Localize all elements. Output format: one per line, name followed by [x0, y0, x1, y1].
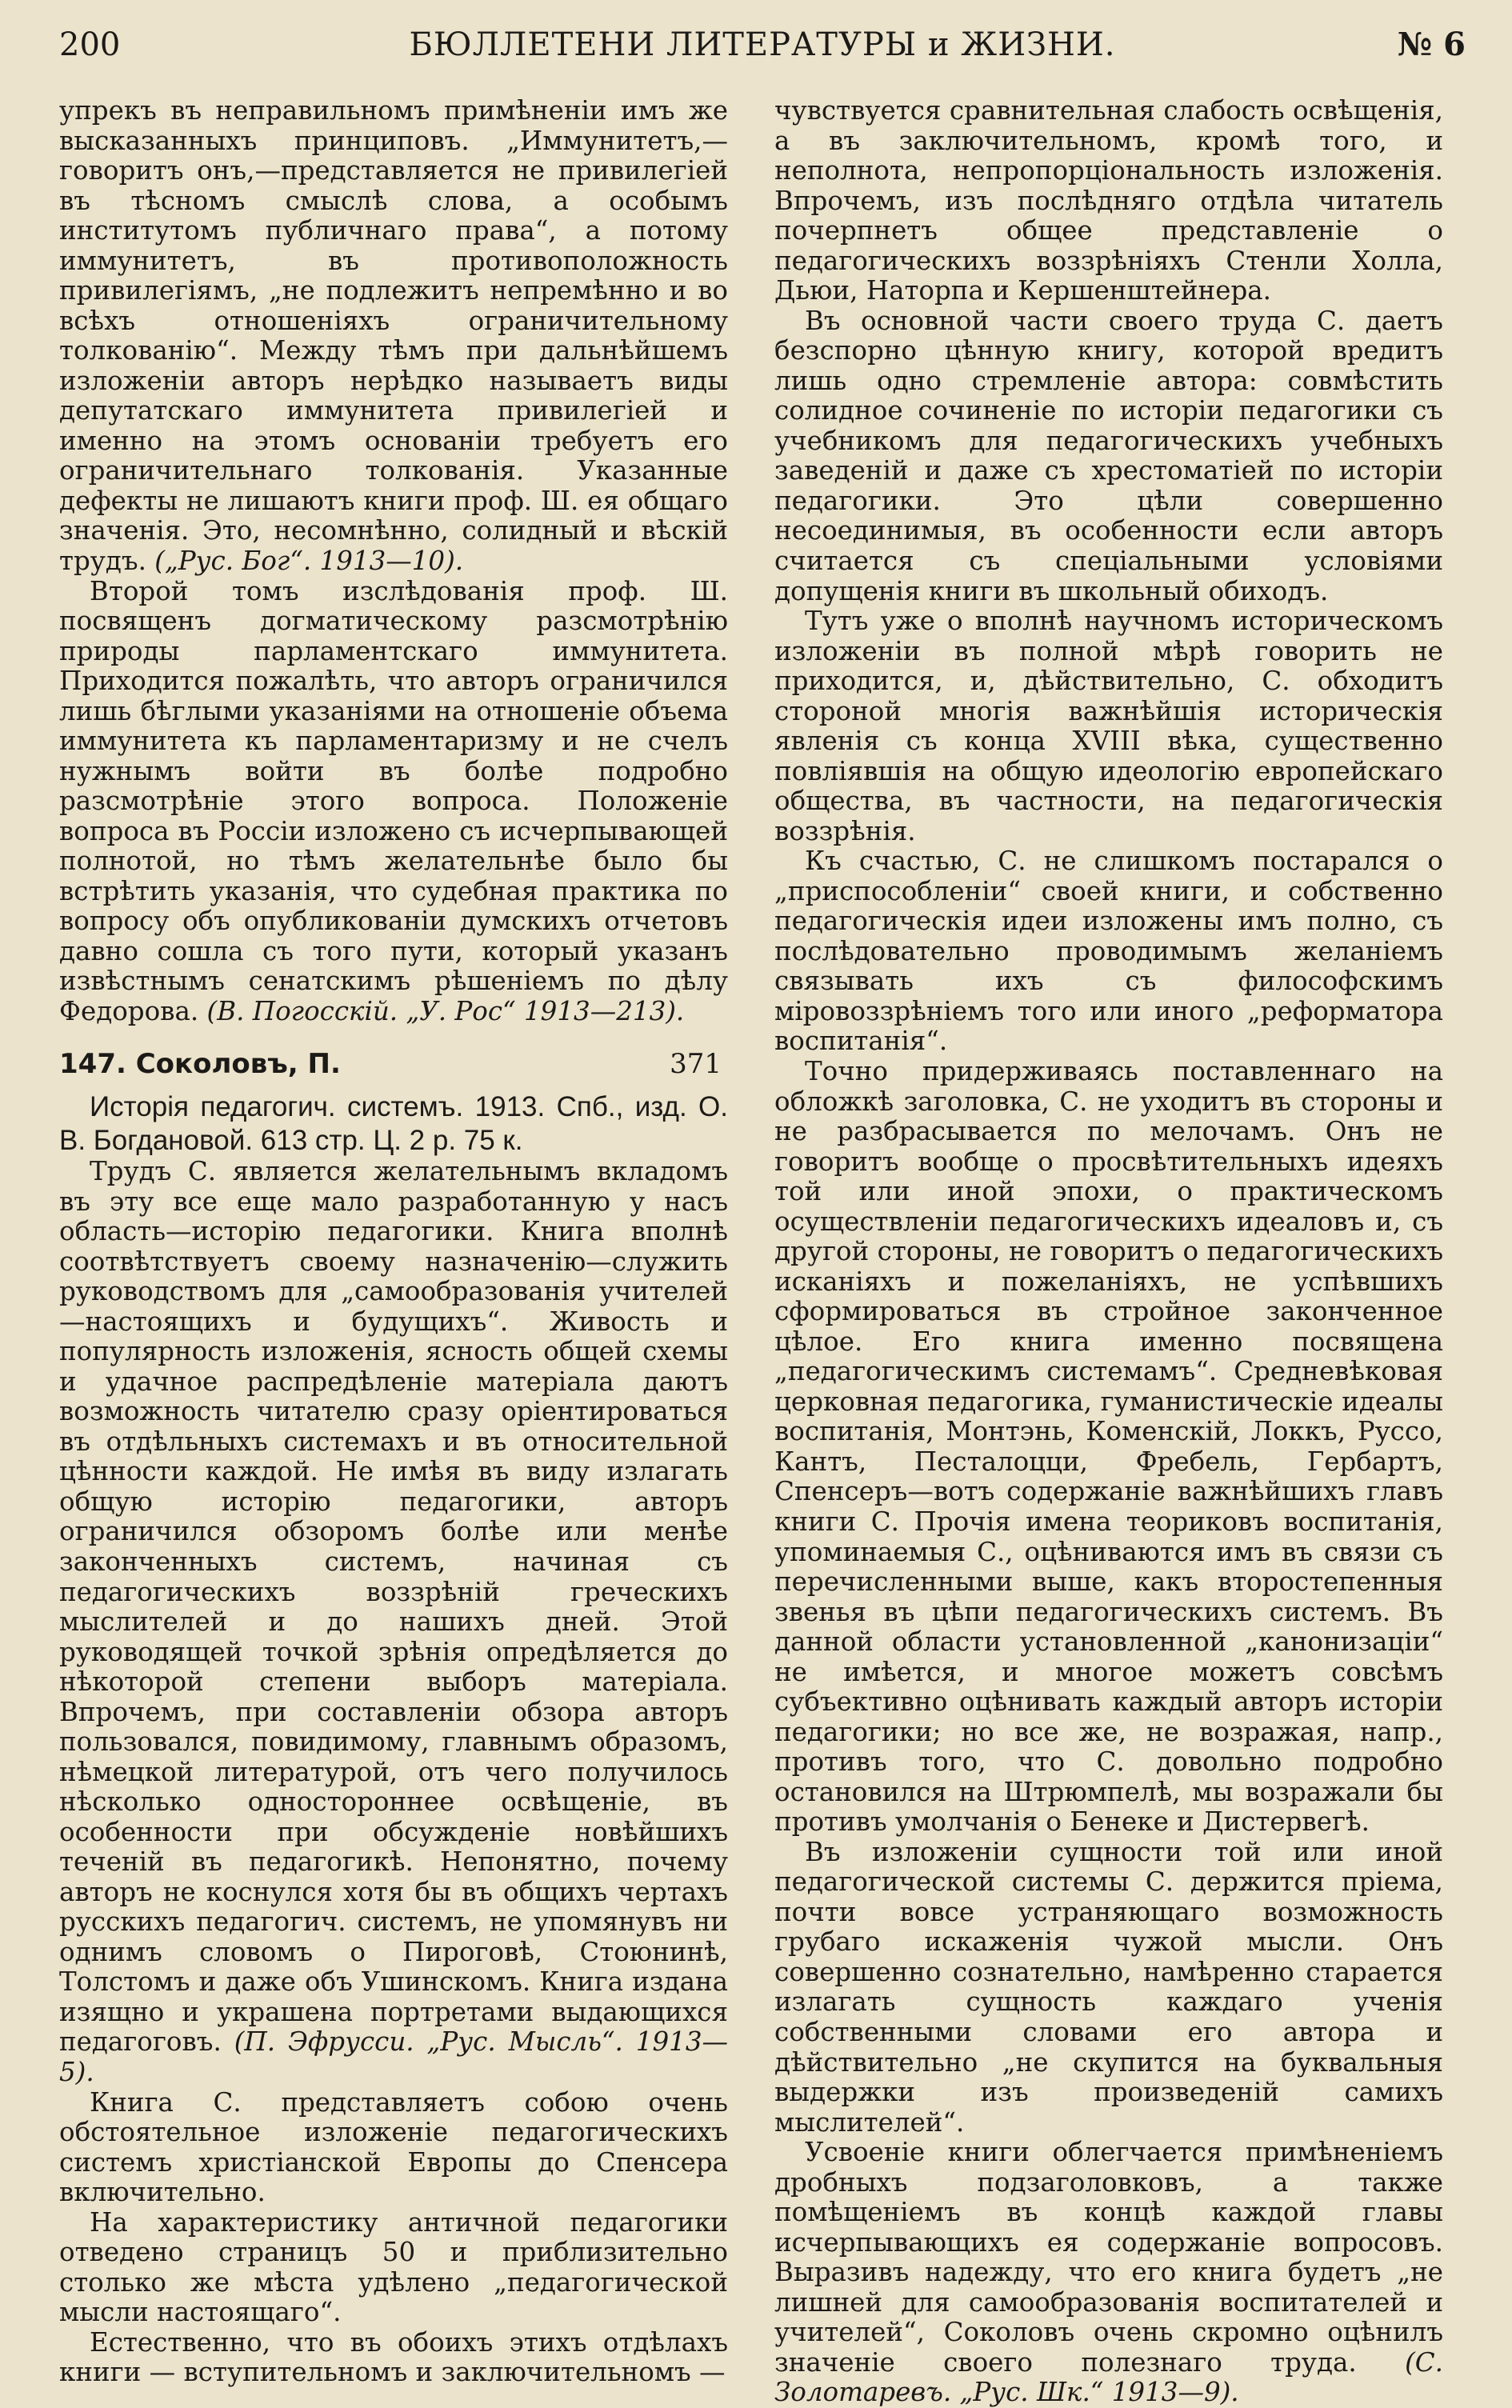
entry-heading [59, 1044, 728, 1084]
entry-code: 371 [670, 1048, 722, 1081]
paragraph: Къ счастью, С. не слишкомъ постарался о „приспособленіи“ своей книги, и собственно педагогическія идеи изложены имъ полно, съ послѣдовательно проводимымъ желаніемъ связывать ихъ съ философскимъ міровоззрѣніемъ того или иного „реформатора воспитанія“. [774, 846, 1443, 1057]
page-number: 200 [59, 26, 121, 63]
citation: (С. Золотаревъ. „Рус. Шк.“ 1913—9). [774, 2346, 1443, 2408]
running-title: БЮЛЛЕТЕНИ ЛИТЕРАТУРЫ и ЖИЗНИ. [409, 26, 1116, 63]
paragraph: Точно придерживаясь поставленнаго на обложкѣ заголовка, С. не уходитъ въ стороны и не разбрасывается по мелочамъ. Онъ не говоритъ вообще о просвѣтительныхъ идеяхъ той или иной эпохи, о практическомъ осуществленіи педагогическихъ идеаловъ и, съ другой стороны, не говоритъ о педагогическихъ исканіяхъ и пожеланіяхъ, не успѣвшихъ сформироваться въ стройное законченное цѣлое. Его книга именно посвящена „педагогическимъ системамъ“. Средневѣковая церковная педагогика, гуманистическіе идеалы воспитанія, Монтэнь, Коменскій, Локкъ, Руссо, Кантъ, Песталоцци, Фребель, Гербартъ, Спенсеръ—вотъ содержаніе важнѣйшихъ главъ книги С. Прочія имена теориковъ воспитанія, упоминаемыя С., оцѣниваются имъ въ связи съ перечисленными выше, какъ второстепенныя звенья въ цѣпи педагогическихъ системъ. Въ данной области установленной „канонизаціи“ не имѣется, и многое можетъ совсѣмъ субъективно оцѣнивать каждый авторъ исторіи педагогики; но все же, не возражая, напр., противъ того, что С. довольно подробно остановился на Штрюмпелѣ, мы возражали бы противъ умолчанія о Бенеке и Дистервегѣ. [774, 1056, 1443, 1838]
paragraph: Усвоеніе книги облегчается примѣненіемъ дробныхъ подзаголовковъ, а также помѣщеніемъ въ концѣ каждой главы исчерпывающихъ ея содержаніе вопросовъ. Выразивъ надежду, что его книга будетъ „не лишней для самообразованія воспитателей и учителей“, Соколовъ очень скромно оцѣнилъ значеніе своего полезнаго труда. (С. Золотаревъ. „Рус. Шк.“ 1913—9). [774, 2137, 1443, 2408]
paragraph: Трудъ С. является желательнымъ вкладомъ въ эту все еще мало разработанную у насъ область—исторію педагогики. Книга вполнѣ соотвѣтствуетъ своему назначенію—служить руководствомъ для „самообразованія учителей —настоящихъ и будущихъ“. Живость и популярность изложенія, ясность общей схемы и удачное распредѣленіе матеріала даютъ возможность читателю сразу оріентироваться въ отдѣльныхъ системахъ и въ относительной цѣнности каждой. Не имѣя въ виду излагать общую исторію педагогики, авторъ ограничился обзоромъ болѣе или менѣе законченныхъ системъ, начиная съ педагогическихъ воззрѣній греческихъ мыслителей и до нашихъ дней. Этой руководящей точкой зрѣнія опредѣляется до нѣкоторой степени выборъ матеріала. Впрочемъ, при составленіи обзора авторъ пользовался, повидимому, главнымъ образомъ, нѣмецкой литературой, отъ чего получилось нѣсколько одностороннее освѣщеніе, въ особенности при обсужденіе новѣйшихъ теченій въ педагогикѣ. Непонятно, почему авторъ не коснулся хотя бы въ общихъ чертахъ русскихъ педагогич. системъ, не упомянувъ ни однимъ словомъ о Пироговѣ, Стоюнинѣ, Толстомъ и даже объ Ушинскомъ. Книга издана изящно и украшена портретами выдающихся педагоговъ. (П. Эфрусси. „Рус. Мысль“. 1913—5). [59, 1156, 728, 2087]
paragraph: упрекъ въ неправильномъ примѣненіи имъ же высказанныхъ принциповъ. „Иммунитетъ,—говоритъ онъ,—представляется не привилегіей въ тѣсномъ смыслѣ слова, а особымъ институтомъ публичнаго права“, а потому иммунитетъ, въ противоположность привилегіямъ, „не подлежитъ непремѣнно и во всѣхъ отношеніяхъ ограничительному толкованію“. Между тѣмъ при дальнѣйшемъ изложеніи авторъ нерѣдко называетъ виды депутатскаго иммунитета привилегіей и именно на этомъ основаніи требуетъ его ограничительнаго толкованія. Указанные дефекты не лишаютъ книги проф. Ш. ея общаго значенія. Это, несомнѣнно, солидный и вѣскій трудъ. („Рус. Бог“. 1913—10). [59, 95, 728, 576]
paragraph: Второй томъ изслѣдованія проф. Ш. посвященъ догматическому разсмотрѣнію природы парламентскаго иммунитета. Приходится пожалѣть, что авторъ ограничился лишь бѣглыми указаніями на отношеніе объема иммунитета къ парламентаризму и не счелъ нужнымъ войти въ болѣе подробно разсмотрѣніе этого вопроса. Положеніе вопроса въ Россіи изложено съ исчерпывающей полнотой, но тѣмъ желательнѣе было бы встрѣтить указанія, что судебная практика по вопросу объ опубликованіи думскихъ отчетовъ давно сошла съ того пути, который указанъ извѣстнымъ сенатскимъ рѣшеніемъ по дѣлу Федорова. (В. Погосскій. „У. Рос“ 1913—213). [59, 575, 728, 1026]
page-header [59, 21, 1466, 69]
right-column [774, 96, 1443, 2408]
paragraph: Въ изложеніи сущности той или иной педагогической системы С. держится пріема, почти вовсе устраняющаго возможность грубаго искаженія чужой мысли. Онъ совершенно сознательно, намѣренно старается излагать сущность каждаго ученія собственными словами его автора и дѣйствительно „не скупится на буквальныя выдержки изъ произведеній самихъ мыслителей“. [774, 1836, 1443, 2138]
issue-number: № 6 [1397, 26, 1466, 63]
paragraph: чувствуется сравнительная слабость освѣщенія, а въ заключительномъ, кромѣ того, и неполнота, непропорціональность изложенія. Впрочемъ, изъ послѣдняго отдѣла читатель почерпнетъ общее представленіе о педагогическихъ воззрѣніяхъ Стенли Холла, Дьюи, Наторпа и Кершенштейнера. [774, 95, 1443, 306]
citation: (В. Погосскій. „У. Рос“ 1913—213). [206, 995, 685, 1026]
paragraph: Естественно, что въ обоихъ этихъ отдѣлахъ книги — вступительномъ и заключительномъ — [59, 2326, 728, 2388]
paragraph: На характеристику античной педагогики отведено страницъ 50 и приблизительно столько же мѣста удѣлено „педагогической мысли настоящаго“. [59, 2206, 728, 2328]
left-column [59, 96, 728, 2388]
citation: (П. Эфрусси. „Рус. Мысль“. 1913—5). [59, 2026, 728, 2087]
paragraph: Тутъ уже о вполнѣ научномъ историческомъ изложеніи въ полной мѣрѣ говорить не приходится, и, дѣйствительно, С. обходитъ стороной многія важнѣйшія историческія явленія съ конца XVIII вѣка, существенно повліявшія на общую идеологію европейскаго общества, въ частности, на педагогическія воззрѣнія. [774, 606, 1443, 846]
entry-bibliography: Исторія педагогич. системъ. 1913. Спб., изд. О. В. Богдановой. 613 стр. Ц. 2 р. 75 к. [59, 1091, 728, 1156]
citation: („Рус. Бог“. 1913—10). [154, 545, 464, 576]
paragraph: Въ основной части своего труда С. даетъ безспорно цѣнную книгу, которой вредитъ лишь одно стремленіе автора: совмѣстить солидное сочиненіе по исторіи педагогики съ учебникомъ для педагогическихъ учебныхъ заведеній и даже съ хрестоматіей по исторіи педагогики. Это цѣли совершенно несоединимыя, въ особенности если авторъ считается съ спеціальными условіями допущенія книги въ школьный обиходъ. [774, 305, 1443, 606]
paragraph: Книга С. представляетъ собою очень обстоятельное изложеніе педагогическихъ системъ христіанской Европы до Спенсера включительно. [59, 2086, 728, 2208]
entry-title: 147. Соколовъ, П. [59, 1048, 341, 1081]
